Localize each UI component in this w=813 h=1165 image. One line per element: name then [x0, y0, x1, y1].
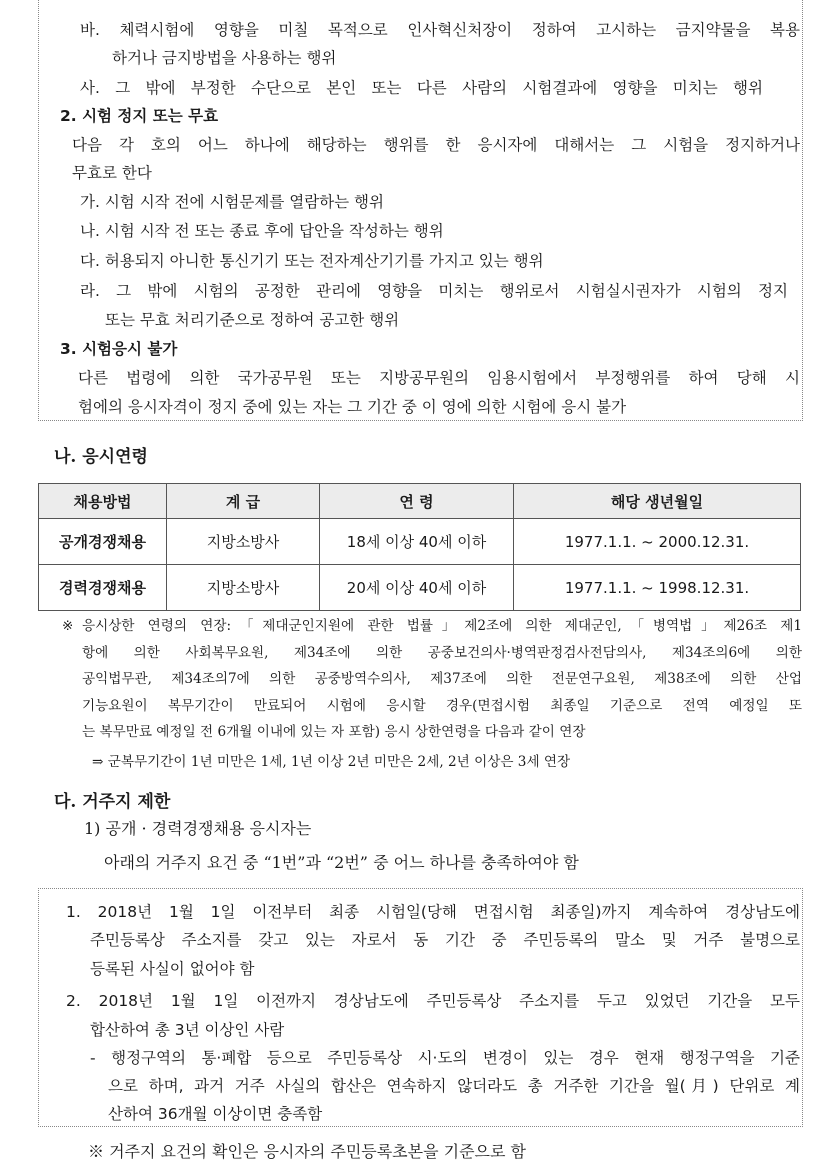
note-line: 응시상한 연령의 연장:「제대군인지원에 관한 법률」제2조에 의한 제대군인,「병역법」제26조 제1: [82, 618, 802, 634]
col-header-rank: 계 급: [167, 484, 320, 519]
cell-rank: 지방소방사: [167, 565, 320, 611]
residence-sub-2: 아래의 거주지 요건 중 “1번”과 “2번” 중 어느 하나를 충족하여야 함: [104, 853, 579, 872]
req-2-sub-line-2: 으로 하며, 과거 거주 사실의 합산은 연속하지 않더라도 총 거주한 기간을 월(月) 단위로 계: [108, 1077, 800, 1095]
req-2-line-1: 2. 2018년 1월 1일 이전까지 경상남도에 주민등록상 주소지를 두고 있었던 기간을 모두: [66, 992, 800, 1010]
col-header-birthdate: 해당 생년월일: [514, 484, 801, 519]
cell-birthdate: 1977.1.1. ~ 2000.12.31.: [514, 519, 801, 565]
item-ga: 가. 시험 시작 전에 시험문제를 열람하는 행위: [80, 193, 385, 211]
cell-method: 경력경쟁채용: [39, 565, 167, 611]
item-da: 다. 허용되지 아니한 통신기기 또는 전자계산기기를 가지고 있는 행위: [80, 252, 544, 270]
note-line: 는 복무만료 예정일 전 6개월 이내에 있는 자 포함) 응시 상한연령을 다음과 같이 연장: [82, 724, 586, 740]
req-2-line-2: 합산하여 총 3년 이상인 사람: [90, 1021, 285, 1039]
age-extension-note: [62, 613, 802, 746]
residence-sub-1: 1) 공개 · 경력경쟁채용 응시자는: [84, 819, 312, 838]
note-mark: ※: [62, 618, 74, 634]
col-header-age: 연 령: [320, 484, 514, 519]
item-na: 나. 시험 시작 전 또는 종료 후에 답안을 작성하는 행위: [80, 222, 444, 240]
age-table: [38, 483, 801, 611]
req-2-sub-line-3: 산하여 36개월 이상이면 충족함: [108, 1105, 323, 1123]
note-line: 공익법무관, 제34조의7에 의한 공중방역수의사, 제37조에 의한 전문연구요원, 제38조에 의한 산업: [82, 671, 802, 687]
note-line: 기능요원이 복무기간이 만료되어 시험에 응시할 경우(면접시험 최종일 기준으로 전역 예정일 또: [82, 697, 802, 714]
cell-age: 20세 이상 40세 이하: [320, 565, 514, 611]
cell-rank: 지방소방사: [167, 519, 320, 565]
item-ba-line-2: 하거나 금지방법을 사용하는 행위: [112, 49, 337, 67]
cell-method: 공개경쟁채용: [39, 519, 167, 565]
age-extension-arrow-line: ⇒ 군복무기간이 1년 미만은 1세, 1년 이상 2년 미만은 2세, 2년 이상은 3세 연장: [92, 754, 571, 770]
intro-2-line-1: 다음 각 호의 어느 하나에 해당하는 행위를 한 응시자에 대해서는 그 시험을 정지하거나: [72, 136, 800, 154]
table-row: [39, 519, 801, 565]
cell-age: 18세 이상 40세 이하: [320, 519, 514, 565]
req-1-line-3: 등록된 사실이 없어야 함: [90, 960, 255, 978]
note-line: 항에 의한 사회복무요원, 제34조에 의한 공중보건의사·병역판정검사전담의사, 제34조의6에 의한: [82, 644, 802, 661]
age-table-header-row: [39, 484, 801, 519]
req-2-sub-line-1: - 행정구역의 통·폐합 등으로 주민등록상 시·도의 변경이 있는 경우 현재 행정구역을 기준: [90, 1049, 800, 1067]
col-header-method: 채용방법: [39, 484, 167, 519]
item-ra-line-1: 라. 그 밖에 시험의 공정한 관리에 영향을 미치는 행위로서 시험실시권자가 시험의 정지: [80, 282, 788, 300]
body-3-line-1: 다른 법령에 의한 국가공무원 또는 지방공무원의 임용시험에서 부정행위를 하여 당해 시: [78, 369, 800, 387]
req-1-line-1: 1. 2018년 1월 1일 이전부터 최종 시험일(당해 면접시험 최종일)까지 계속하여 경상남도에: [66, 903, 800, 921]
section-age-title: 나. 응시연령: [54, 447, 148, 467]
table-row: [39, 565, 801, 611]
residence-verification-note: ※ 거주지 요건의 확인은 응시자의 주민등록초본을 기준으로 함: [88, 1142, 527, 1161]
req-1-line-2: 주민등록상 주소지를 갖고 있는 자로서 동 기간 중 주민등록의 말소 및 거주 불명으로: [90, 931, 800, 949]
body-3-line-2: 험에의 응시자격이 정지 중에 있는 자는 그 기간 중 이 영에 의한 시험에 응시 불가: [78, 398, 627, 416]
section-residence-title: 다. 거주지 제한: [54, 792, 171, 812]
heading-test-stop-void: 2. 시험 정지 또는 무효: [60, 107, 219, 125]
cell-birthdate: 1977.1.1. ~ 1998.12.31.: [514, 565, 801, 611]
item-ba-line-1: 바. 체력시험에 영향을 미칠 목적으로 인사혁신처장이 정하여 고시하는 금지약물을 복용: [80, 21, 800, 39]
item-sa: 사. 그 밖에 부정한 수단으로 본인 또는 다른 사람의 시험결과에 영향을 미치는 행위: [80, 79, 763, 97]
item-ra-line-2: 또는 무효 처리기준으로 정하여 공고한 행위: [105, 311, 400, 329]
heading-exam-ineligible: 3. 시험응시 불가: [60, 340, 178, 358]
intro-2-line-2: 무효로 한다: [72, 164, 152, 182]
